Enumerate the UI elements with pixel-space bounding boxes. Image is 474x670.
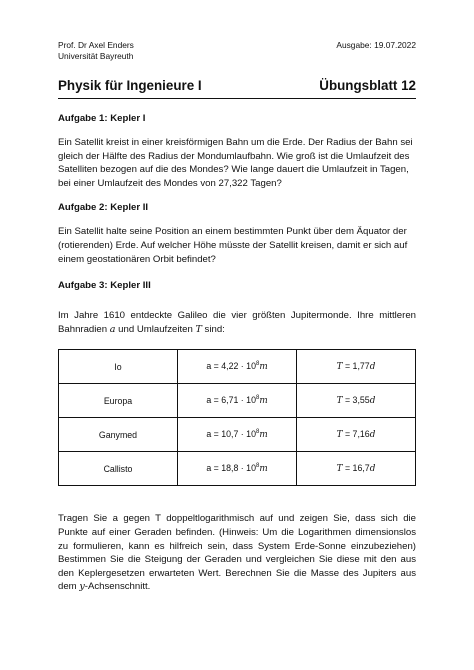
moon-name: Ganymed [59, 418, 178, 452]
task-1-text: Ein Satellit kreist in einer kreisförmigen Bahn um die Erde. Der Radius der Bahn sei gleich der Hälfte des Radius der Mondumlaufbahn. Wie groß ist die Umlaufzeit des Satelliten bezogen auf die des Mondes? Wie lange dauert die Umlaufzeit in Tagen, bei einer Umlaufzeit des Mondes von 27,322 Tagen? [58, 137, 413, 189]
orbit-radius: $a = 6,71 \cdot 10^8m$ [178, 384, 297, 418]
table-row [59, 350, 416, 384]
task-2 [58, 202, 416, 266]
task-3 [58, 280, 416, 594]
header-author-block [58, 40, 134, 62]
orbit-period: T = 7,16d [297, 418, 416, 452]
task-3-intro-text-2: und Umlaufzeiten [115, 323, 196, 335]
header-meta [58, 40, 416, 62]
task-1-title: Aufgabe 1: Kepler I [58, 113, 146, 124]
author-name: Prof. Dr Axel Enders [58, 40, 134, 50]
task-3-question-text-2: -Achsenschnitt. [84, 581, 151, 593]
orbit-period: T = 16,7d [297, 452, 416, 486]
variable-a: a [109, 323, 116, 335]
variable-T: T [195, 323, 202, 335]
university-name: Universität Bayreuth [58, 51, 134, 61]
sheet-title: Übungsblatt 12 [319, 78, 416, 93]
jupiter-moons-table [58, 349, 416, 486]
course-title: Physik für Ingenieure I [58, 78, 202, 93]
title-row [58, 78, 416, 99]
moon-name: Callisto [59, 452, 178, 486]
task-1 [58, 113, 416, 190]
task-3-question-text-1: Tragen Sie a gegen T doppeltlogarithmisch auf und zeigen Sie, dass sich die Punkte auf einer Geraden befinden. (Hinweis: Um die Logarithmen dimensionslos zu formulieren, kann es hilfreich sein, dass System Erde-Sonne einzubeziehen) Bestimmen Sie die Steigung der Geraden und vergleichen Sie diese mit den aus den Keplergesetzen erwarteten Wert. Berechnen Sie die Masse des Jupiters aus dem [58, 513, 416, 593]
moon-name: Io [59, 350, 178, 384]
moon-name: Europa [59, 384, 178, 418]
task-3-title: Aufgabe 3: Kepler III [58, 280, 151, 292]
task-2-title: Aufgabe 2: Kepler II [58, 202, 149, 214]
task-2-text: Ein Satellit halte seine Position an einem bestimmten Punkt über dem Äquator der (rotierenden) Erde. Auf welcher Höhe müsste der Satellit kreisen, damit er sich auf einem geostationären Orbit befindet? [58, 226, 408, 265]
table-row [59, 452, 416, 486]
table-row [59, 384, 416, 418]
orbit-radius: $a = 18,8 \cdot 10^8m$ [178, 452, 297, 486]
orbit-radius: $a = 10,7 \cdot 10^8m$ [178, 418, 297, 452]
orbit-period: T = 3,55d [297, 384, 416, 418]
task-3-intro [58, 309, 416, 336]
variable-y: y [79, 581, 85, 593]
orbit-radius: $a = 4,22 \cdot 10^8m$ [178, 350, 297, 384]
task-3-question [58, 512, 416, 594]
task-3-intro-text-1: Im Jahre 1610 entdeckte Galileo die vier größten Jupitermonde. Ihre mittleren Bahnradien [58, 310, 416, 335]
issue-date: Ausgabe: 19.07.2022 [336, 40, 416, 50]
orbit-period: T = 1,77d [297, 350, 416, 384]
task-3-intro-text-3: sind: [201, 323, 225, 335]
table-row [59, 418, 416, 452]
